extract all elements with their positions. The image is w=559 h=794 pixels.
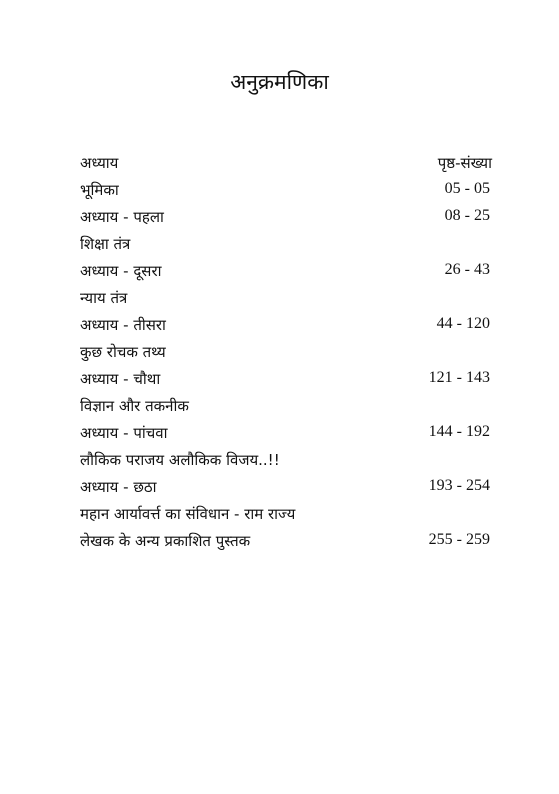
toc-entry-label: अध्याय - पांचवा bbox=[80, 424, 168, 442]
toc-entry-label: अध्याय - दूसरा bbox=[80, 262, 162, 280]
toc-entry bbox=[80, 531, 490, 557]
toc-entry bbox=[80, 423, 490, 449]
toc-entry bbox=[80, 396, 490, 422]
chapter-column-header: अध्याय bbox=[80, 154, 119, 172]
toc-entry-pages: 26 - 43 bbox=[444, 261, 490, 278]
toc-entry-label: महान आर्यावर्त्त का संविधान - राम राज्य bbox=[80, 505, 296, 523]
toc-entry-pages: 121 - 143 bbox=[428, 369, 490, 386]
toc-entry-pages: 05 - 05 bbox=[444, 180, 490, 197]
toc-entry bbox=[80, 261, 490, 287]
page-column-header: पृष्ठ-संख्या bbox=[437, 154, 492, 172]
toc-entry bbox=[80, 288, 490, 314]
toc-entry bbox=[80, 315, 490, 341]
toc-entry bbox=[80, 207, 490, 233]
toc-entry-label: भूमिका bbox=[80, 181, 119, 199]
toc-entry-label: विज्ञान और तकनीक bbox=[80, 397, 189, 415]
toc-entry bbox=[80, 450, 490, 476]
toc-entry bbox=[80, 477, 490, 503]
toc-entry bbox=[80, 504, 490, 530]
toc-entry-pages: 08 - 25 bbox=[444, 207, 490, 224]
toc-entry-label: न्याय तंत्र bbox=[80, 289, 128, 307]
toc-entry-pages: 255 - 259 bbox=[428, 531, 490, 548]
toc-entry bbox=[80, 180, 490, 206]
toc-entry-label: अध्याय - पहला bbox=[80, 208, 164, 226]
toc-entry-label: कुछ रोचक तथ्य bbox=[80, 343, 166, 361]
toc-entry-label: शिक्षा तंत्र bbox=[80, 235, 131, 253]
toc-entry bbox=[80, 234, 490, 260]
page-title: अनुक्रमणिका bbox=[230, 70, 329, 94]
toc-entry-label: लौकिक पराजय अलौकिक विजय..!! bbox=[80, 451, 280, 469]
toc-entry-label: अध्याय - छठा bbox=[80, 478, 157, 496]
toc-entry bbox=[80, 369, 490, 395]
toc-entry-pages: 193 - 254 bbox=[428, 477, 490, 494]
toc-header bbox=[80, 153, 490, 179]
toc-entry-label: लेखक के अन्य प्रकाशित पुस्तक bbox=[80, 532, 251, 550]
toc-entry-label: अध्याय - चौथा bbox=[80, 370, 161, 388]
toc-entry-label: अध्याय - तीसरा bbox=[80, 316, 166, 334]
toc-entry-pages: 144 - 192 bbox=[428, 423, 490, 440]
toc-entry bbox=[80, 342, 490, 368]
toc-entry-pages: 44 - 120 bbox=[436, 315, 490, 332]
